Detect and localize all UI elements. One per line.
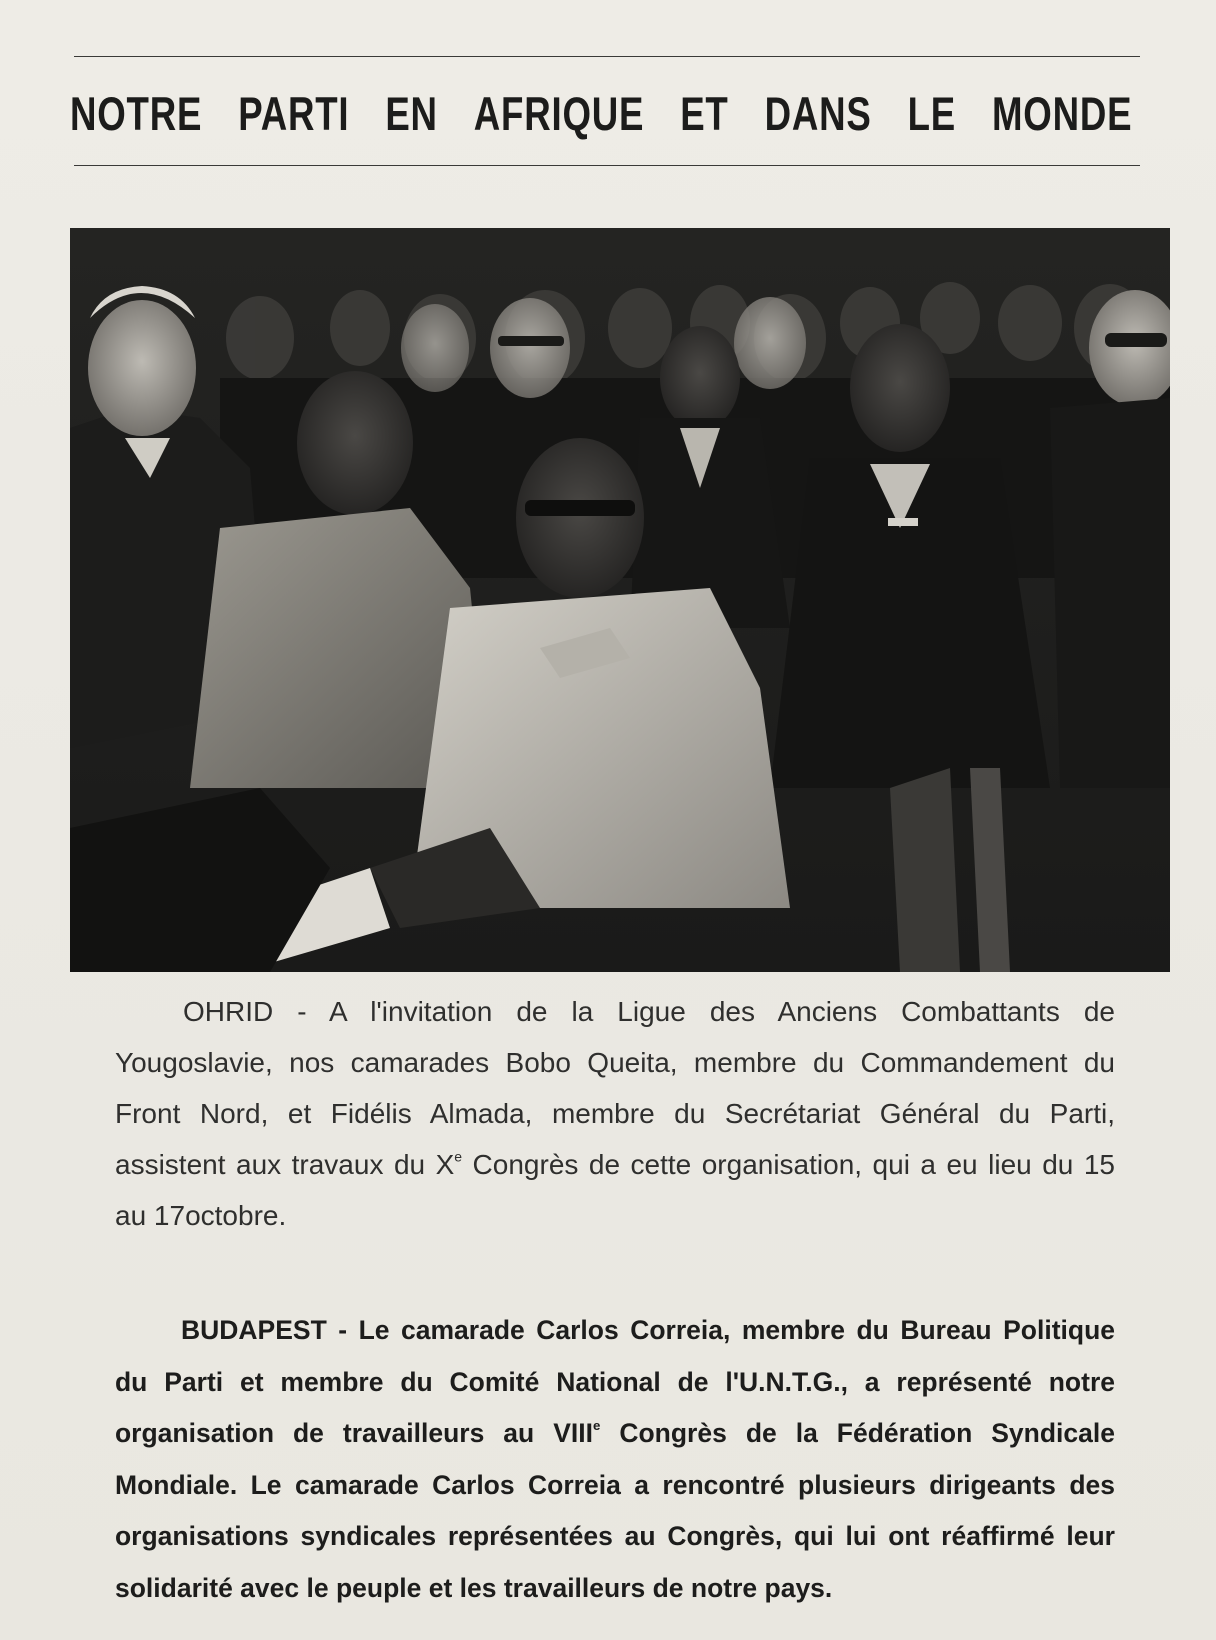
article-place: BUDAPEST [181,1315,327,1345]
page-headline [70,86,1132,141]
caption-superscript: e [454,1148,463,1165]
article-text-continued: Congrès de la Fédération Syndicale Mondiale. Le camarade Carlos Correia a rencontré plusieurs dirigeants des organisations syndicales représentées au Congrès, qui lui ont réaffirmé leur solidarité avec le peuple et les travailleurs de notre pays. [115,1418,1115,1603]
article-superscript: e [592,1418,601,1434]
headline-word: PARTI [238,87,350,140]
headline-word: ET [680,87,729,140]
article-text: - Le camarade Carlos Correia, membre du Bureau Politique du Parti et membre du Comité National de l'U.N.T.G., a représenté notre organisation de travailleurs au VIII [115,1315,1115,1448]
caption-text-continued: Congrès de cette organisation, qui a eu lieu du 15 au 17octobre. [115,1149,1115,1231]
top-rule [74,56,1140,57]
congress-photo-illustration [70,228,1170,972]
headline-word: LE [907,87,956,140]
headline-word: AFRIQUE [473,87,645,140]
headline-word: MONDE [991,87,1133,140]
headline-word: NOTRE [70,87,203,140]
headline-word: DANS [764,87,872,140]
bottom-rule [74,165,1140,166]
headline-word: EN [385,87,438,140]
caption-text: - A l'invitation de la Ligue des Anciens Combattants de Yougoslavie, nos camarades Bobo Queita, membre du Commandement du Front Nord, et Fidélis Almada, membre du Secrétariat Général du Parti, assistent aux travaux du X [115,996,1115,1180]
caption-place: OHRID [183,996,274,1027]
photo-caption [115,986,1115,1241]
budapest-article [115,1305,1115,1614]
congress-photo [70,228,1170,972]
